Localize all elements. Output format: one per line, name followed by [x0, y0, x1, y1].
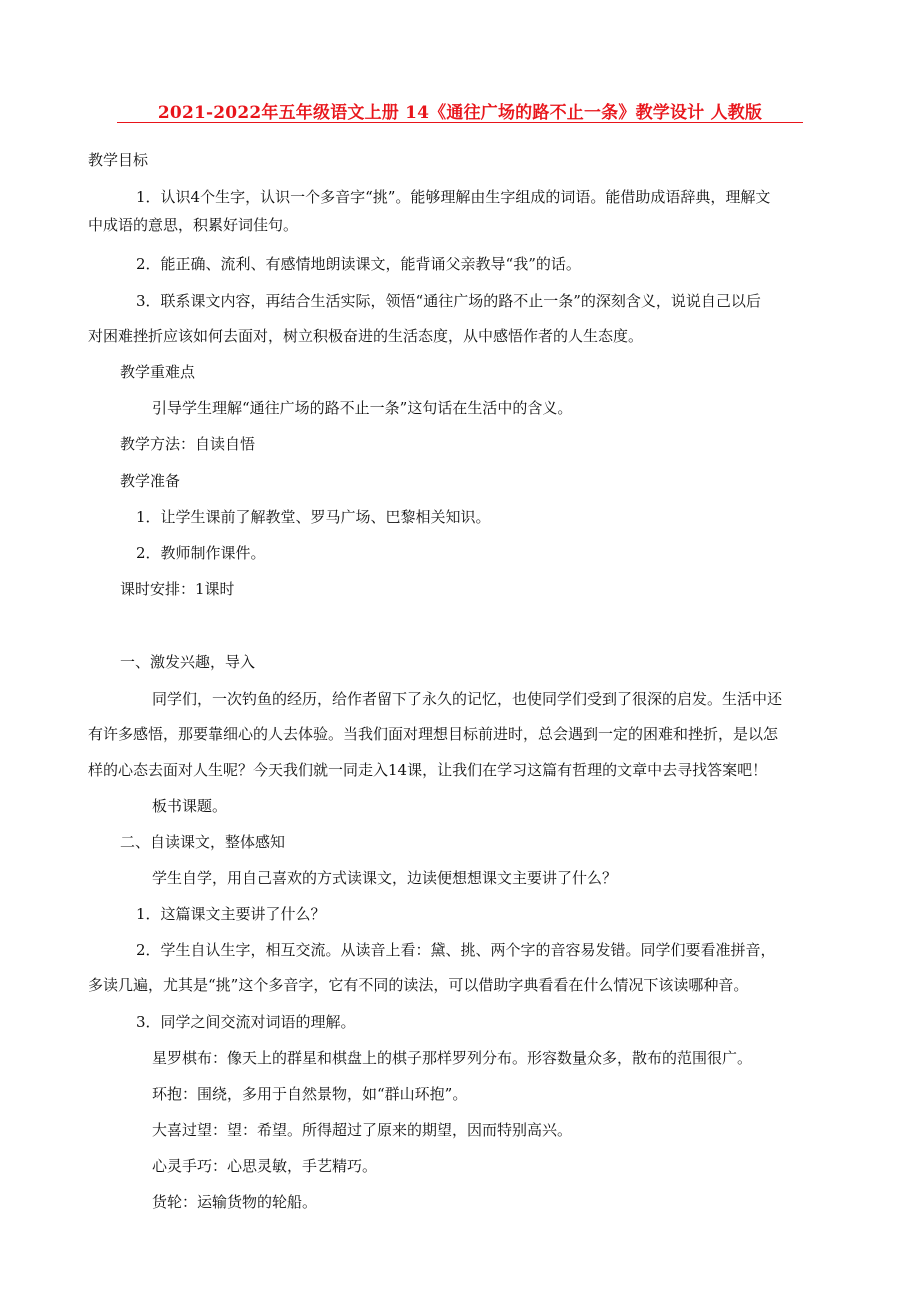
heading-schedule: 课时安排：1课时	[120, 580, 235, 598]
heading-method: 教学方法：自读自悟	[120, 435, 256, 453]
paragraph-line: 2．能正确、流利、有感情地朗读课文，能背诵父亲教导“我”的话。	[136, 255, 581, 273]
paragraph-line: 1．认识4个生字，认识一个多音字“挑”。能够理解由生字组成的词语。能借助成语辞典，理解文	[136, 188, 771, 206]
title-underline	[117, 122, 803, 123]
paragraph-line: 学生自学，用自己喜欢的方式读课文，边读便想想课文主要讲了什么？	[152, 869, 618, 887]
paragraph-line: 1．这篇课文主要讲了什么？	[136, 905, 326, 923]
section-heading-1: 一、激发兴趣，导入	[120, 653, 256, 671]
heading-preparation: 教学准备	[120, 472, 181, 490]
paragraph-line: 1．让学生课前了解教堂、罗马广场、巴黎相关知识。	[136, 508, 491, 526]
paragraph-line: 样的心态去面对人生呢？今天我们就一同走入14课，让我们在学习这篇有哲理的文章中去寻找答案吧！	[88, 761, 768, 779]
heading-teaching-goals: 教学目标	[88, 151, 149, 169]
paragraph-line: 多读几遍，尤其是“挑”这个多音字，它有不同的读法，可以借助字典看看在什么情况下该读哪种音。	[88, 976, 749, 994]
vocab-item: 星罗棋布：像天上的群星和棋盘上的棋子那样罗列分布。形容数量众多，散布的范围很广。	[152, 1049, 753, 1067]
paragraph-line: 3．同学之间交流对词语的理解。	[136, 1013, 356, 1031]
paragraph-line: 同学们，一次钓鱼的经历，给作者留下了永久的记忆，也使同学们受到了很深的启发。生活中还	[152, 690, 783, 708]
paragraph-line: 引导学生理解“通往广场的路不止一条”这句话在生活中的含义。	[152, 399, 573, 417]
paragraph-line: 板书课题。	[152, 797, 228, 815]
vocab-item: 环抱：围绕，多用于自然景物，如“群山环抱”。	[152, 1085, 468, 1103]
paragraph-line: 有许多感悟，那要靠细心的人去体验。当我们面对理想目标前进时，总会遇到一定的困难和挫折，是以怎	[88, 725, 779, 743]
document-title: 2021-2022年五年级语文上册 14《通往广场的路不止一条》教学设计 人教版	[157, 103, 763, 123]
vocab-item: 货轮：运输货物的轮船。	[152, 1193, 318, 1211]
vocab-item: 心灵手巧：心思灵敏，手艺精巧。	[152, 1157, 378, 1175]
vocab-item: 大喜过望：望：希望。所得超过了原来的期望，因而特别高兴。	[152, 1121, 573, 1139]
paragraph-line: 对困难挫折应该如何去面对，树立积极奋进的生活态度，从中感悟作者的人生态度。	[88, 327, 644, 345]
paragraph-line: 中成语的意思，积累好词佳句。	[88, 216, 299, 234]
heading-key-points: 教学重难点	[120, 363, 196, 381]
paragraph-line: 2．教师制作课件。	[136, 544, 266, 562]
section-heading-2: 二、自读课文，整体感知	[120, 833, 286, 851]
paragraph-line: 2．学生自认生字，相互交流。从读音上看：黛、挑、两个字的音容易发错。同学们要看准拼音，	[136, 941, 776, 959]
paragraph-line: 3．联系课文内容，再结合生活实际，领悟“通往广场的路不止一条”的深刻含义，说说自己以后	[136, 292, 761, 310]
